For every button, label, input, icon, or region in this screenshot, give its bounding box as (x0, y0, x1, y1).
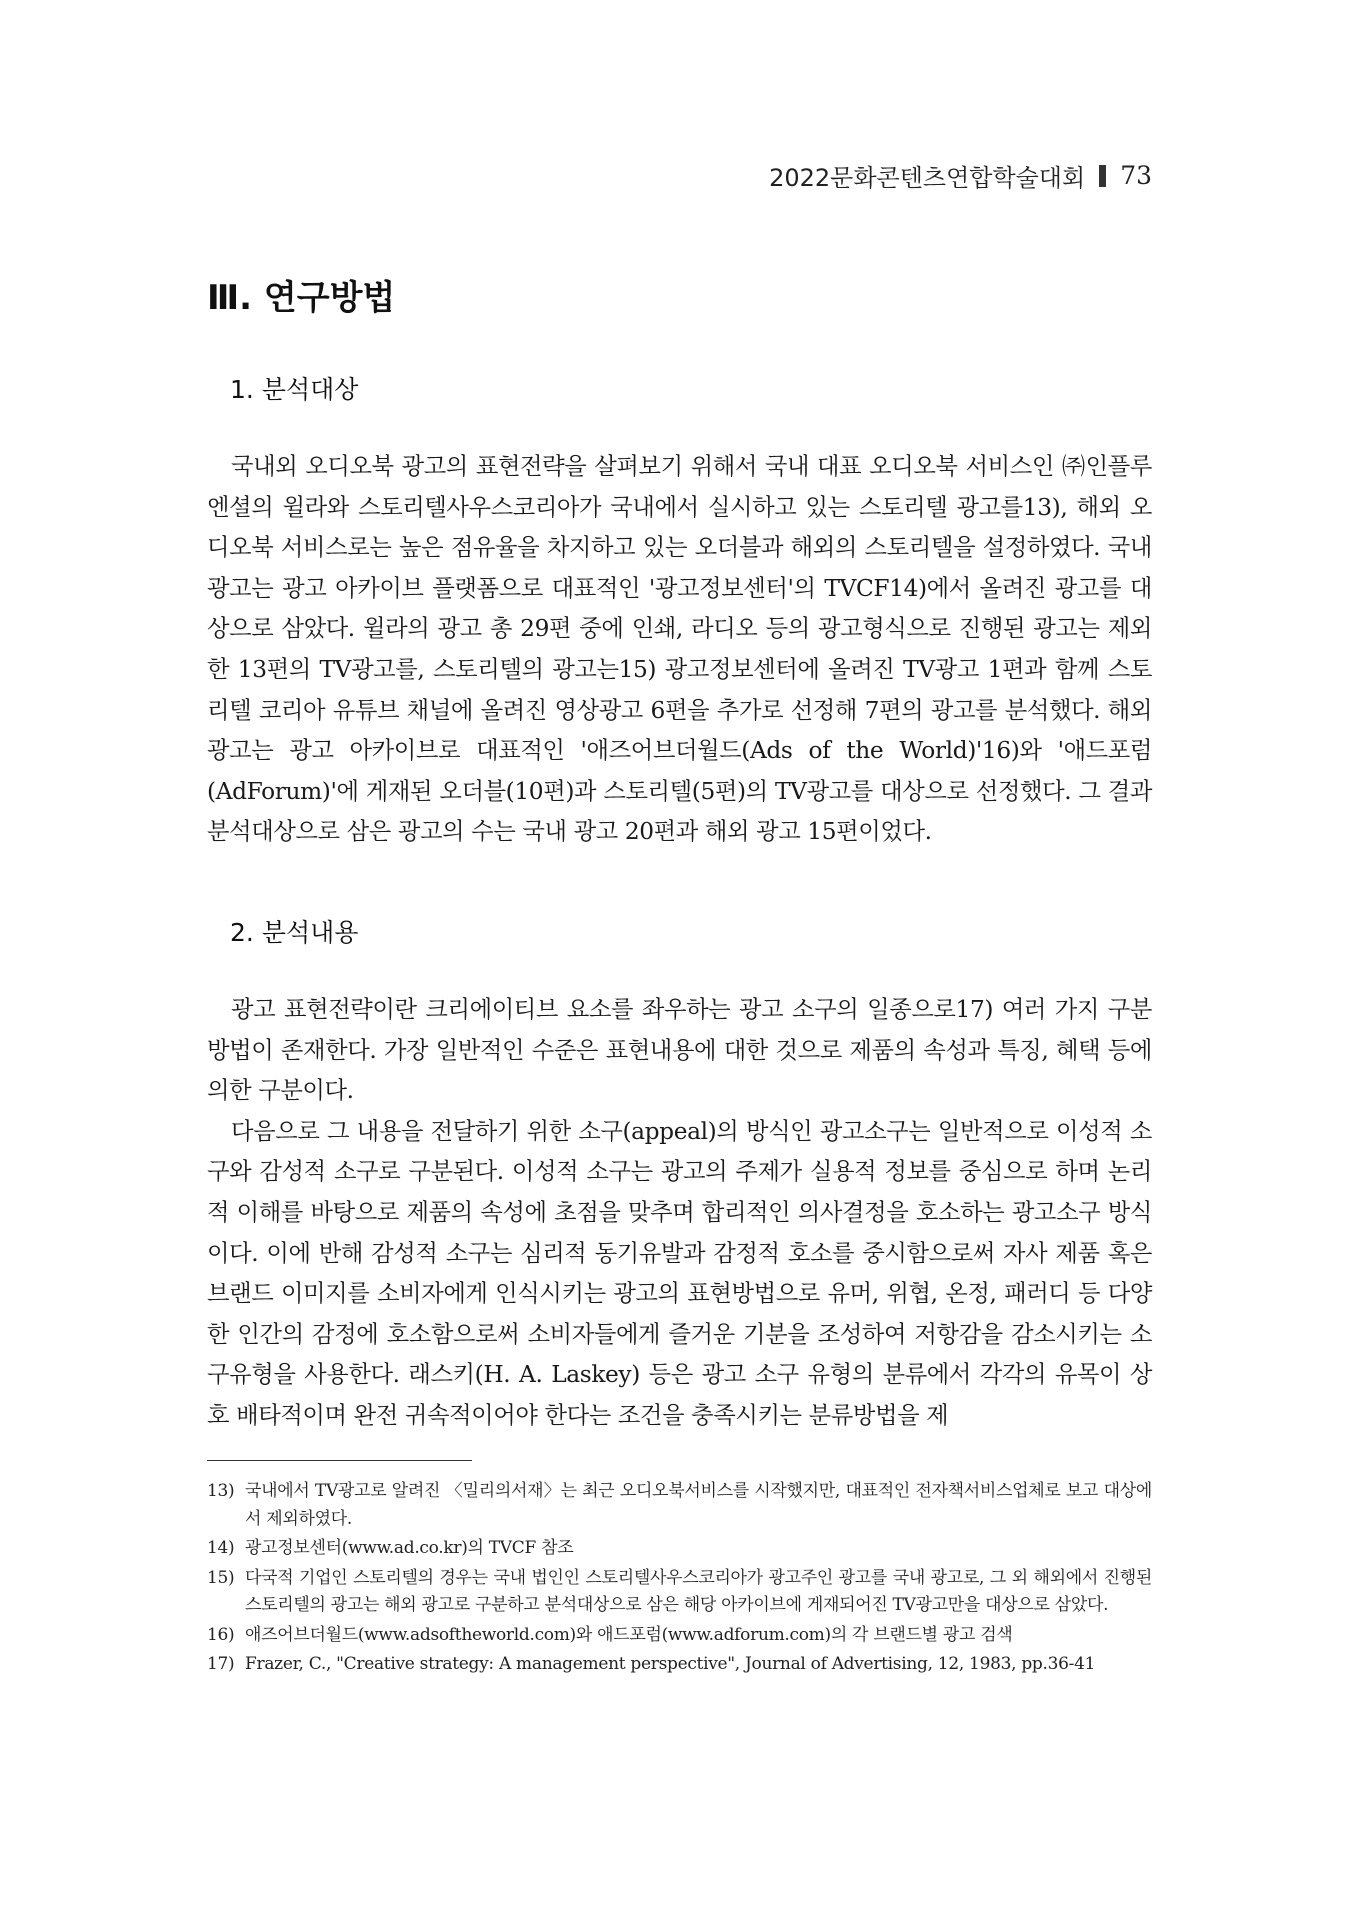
running-header (769, 158, 1152, 193)
footnote-text: 국내에서 TV광고로 알려진 〈밀리의서재〉는 최근 오디오북서비스를 시작했지만, 대표적인 전자책서비스업체로 보고 대상에서 제외하였다. (245, 1481, 1152, 1529)
footnote-marker: 16) (207, 1624, 235, 1645)
footnotes (207, 1478, 1152, 1681)
footnote-text: Frazer, C., "Creative strategy: A management perspective", Journal of Advertising, 12, 1983, pp.36-41 (245, 1654, 1096, 1674)
footnote-text: 광고정보센터(www.ad.co.kr)의 TVCF 참조 (245, 1538, 574, 1558)
footnote (207, 1651, 1152, 1679)
header-separator (1099, 165, 1106, 187)
paragraph: 다음으로 그 내용을 전달하기 위한 소구(appeal)의 방식인 광고소구는 일반적으로 이성적 소구와 감성적 소구로 구분된다. 이성적 소구는 광고의 주제가 실용적 정보를 중심으로 하며 논리적 이해를 바탕으로 제품의 속성에 초점을 맞추며 합리적인 의사결정을 호소하는 광고소구 방식이다. 이에 반해 감성적 소구는 심리적 동기유발과 감정적 호소를 중시함으로써 자사 제품 혹은 브랜드 이미지를 소비자에게 인식시키는 광고의 표현방법으로 유머, 위협, 온정, 패러디 등 다양한 인간의 감정에 호소함으로써 소비자들에게 즐거운 기분을 조성하여 저항감을 감소시키는 소구유형을 사용한다. 래스키(H. A. Laskey) 등은 광고 소구 유형의 분류에서 각각의 유목이 상호 배타적이며 완전 귀속적이어야 한다는 조건을 충족시키는 분류방법을 제 (207, 1117, 1152, 1429)
footnote (207, 1478, 1152, 1533)
conference-name: 2022문화콘텐츠연합학술대회 (769, 164, 1086, 192)
page-number: 73 (1120, 161, 1152, 190)
footnote-text: 애즈어브더월드(www.adsoftheworld.com)와 애드포럼(www.adforum.com)의 각 브랜드별 광고 검색 (245, 1624, 1013, 1645)
footnote (207, 1535, 1152, 1563)
section-title: Ⅲ. 연구방법 (207, 278, 396, 318)
paragraph: 국내외 오디오북 광고의 표현전략을 살펴보기 위해서 국내 대표 오디오북 서비스인 ㈜인플루엔셜의 윌라와 스토리텔사우스코리아가 국내에서 실시하고 있는 스토리텔 광고를13), 해외 오디오북 서비스로는 높은 점유율을 차지하고 있는 오더블과 해외의 스토리텔을 설정하였다. 국내 광고는 광고 아카이브 플랫폼으로 대표적인 '광고정보센터'의 TVCF14)에서 올려진 광고를 대상으로 삼았다. 윌라의 광고 총 29편 중에 인쇄, 라디오 등의 광고형식으로 진행된 광고는 제외한 13편의 TV광고를, 스토리텔의 광고는15) 광고정보센터에 올려진 TV광고 1편과 함께 스토리텔 코리아 유튜브 채널에 올려진 영상광고 6편을 추가로 선정해 7편의 광고를 분석했다. 해외 광고는 광고 아카이브로 대표적인 '애즈어브더월드(Ads of the World)'16)와 '애드포럼(AdForum)'에 게재된 오더블(10편)과 스토리텔(5편)의 TV광고를 대상으로 선정했다. 그 결과 분석대상으로 삼은 광고의 수는 국내 광고 20편과 해외 광고 15편이었다. (207, 453, 1152, 846)
footnote-divider (207, 1460, 472, 1461)
subsection-2-body (207, 990, 1152, 1437)
paragraph: 광고 표현전략이란 크리에이티브 요소를 좌우하는 광고 소구의 일종으로17) 여러 가지 구분 방법이 존재한다. 가장 일반적인 수준은 표현내용에 대한 것으로 제품의 속성과 특징, 혜택 등에 의한 구분이다. (207, 996, 1152, 1105)
subsection-2-title: 2. 분석내용 (230, 918, 359, 947)
footnote-marker: 15) (207, 1567, 235, 1588)
footnote-marker: 13) (207, 1481, 235, 1501)
subsection-1-body (207, 447, 1152, 853)
footnote (207, 1622, 1152, 1650)
footnote-marker: 17) (207, 1654, 235, 1674)
footnote (207, 1565, 1152, 1620)
footnote-marker: 14) (207, 1538, 235, 1558)
subsection-1-title: 1. 분석대상 (230, 375, 359, 404)
footnote-text: 다국적 기업인 스토리텔의 경우는 국내 법인인 스토리텔사우스코리아가 광고주인 광고를 국내 광고로, 그 외 해외에서 진행된 스토리텔의 광고는 해외 광고로 구분하고 분석대상으로 삼은 해당 아카이브에 게재되어진 TV광고만을 대상으로 삼았다. (245, 1567, 1152, 1615)
